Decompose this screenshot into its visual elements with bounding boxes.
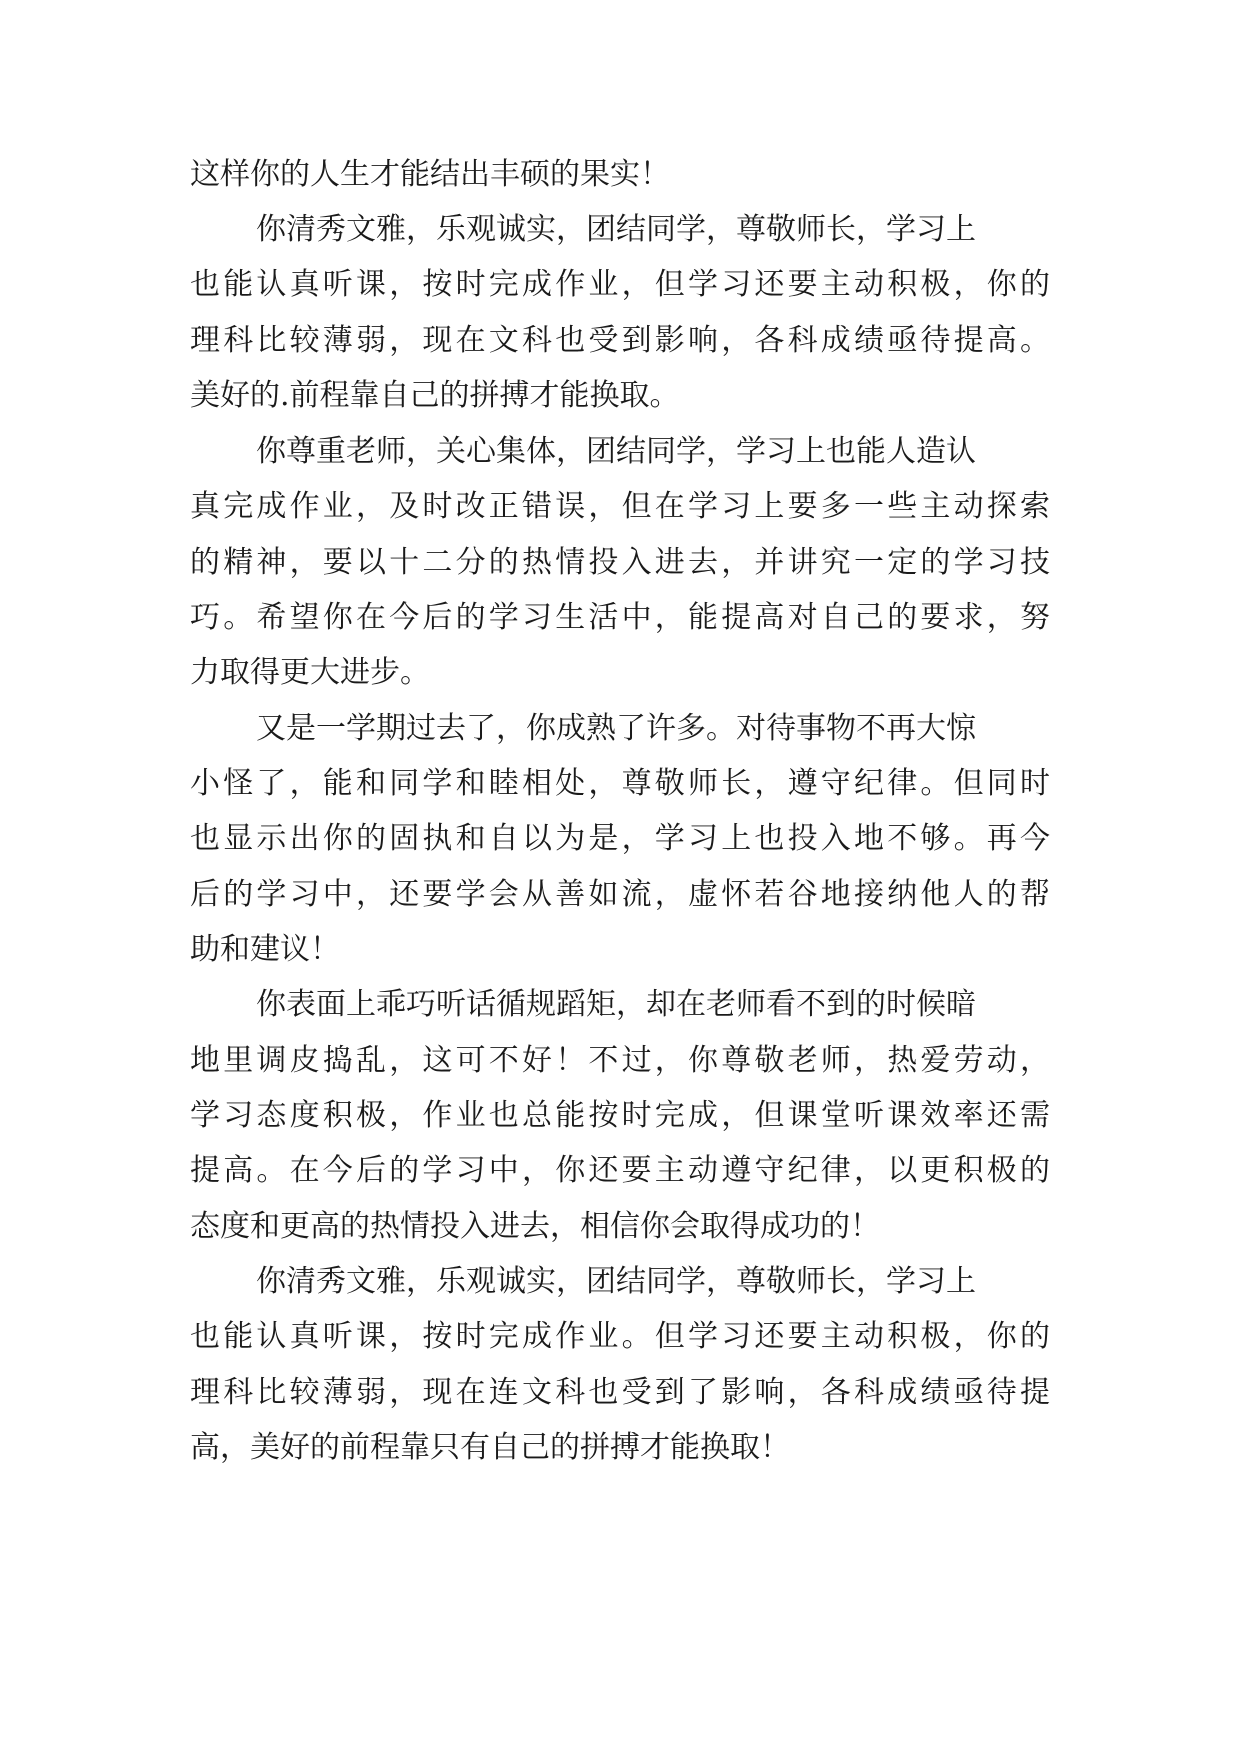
text-line: 巧。希望你在今后的学习生活中，能提高对自己的要求，努: [190, 600, 1050, 635]
text-line: 态度和更高的热情投入进去，相信你会取得成功的！: [190, 1209, 880, 1244]
text-line: 也能认真听课，按时完成作业。但学习还要主动积极，你的: [190, 1319, 1050, 1354]
text-line: 后的学习中，还要学会从善如流，虚怀若谷地接纳他人的帮: [190, 877, 1050, 912]
text-line: 学习态度积极，作业也总能按时完成，但课堂听课效率还需: [190, 1098, 1050, 1133]
text-line: 的精神，要以十二分的热情投入进去，并讲究一定的学习技: [190, 545, 1050, 580]
text-line: 也显示出你的固执和自以为是，学习上也投入地不够。再今: [190, 821, 1050, 856]
text-line: 助和建议！: [190, 932, 340, 967]
text-line: 真完成作业，及时改正错误，但在学习上要多一些主动探索: [190, 489, 1050, 524]
text-line: 美好的.前程靠自己的拼搏才能换取。: [190, 378, 680, 413]
text-line: 你清秀文雅，乐观诚实，团结同学，尊敬师长，学习上: [256, 1264, 976, 1299]
text-line: 理科比较薄弱，现在连文科也受到了影响，各科成绩亟待提: [190, 1375, 1050, 1410]
text-line: 你尊重老师，关心集体，团结同学，学习上也能人造认: [256, 434, 976, 469]
text-line: 地里调皮捣乱，这可不好！不过，你尊敬老师，热爱劳动，: [190, 1043, 1050, 1078]
text-line: 高，美好的前程靠只有自己的拼搏才能换取！: [190, 1430, 790, 1465]
text-line: 这样你的人生才能结出丰硕的果实！: [190, 157, 670, 192]
text-line: 你表面上乖巧听话循规蹈矩，却在老师看不到的时候暗: [256, 987, 976, 1022]
text-line: 提高。在今后的学习中，你还要主动遵守纪律，以更积极的: [190, 1153, 1050, 1188]
text-line: 也能认真听课，按时完成作业，但学习还要主动积极，你的: [190, 267, 1050, 302]
text-line: 小怪了，能和同学和睦相处，尊敬师长，遵守纪律。但同时: [190, 766, 1050, 801]
text-line: 你清秀文雅，乐观诚实，团结同学，尊敬师长，学习上: [256, 212, 976, 247]
text-line: 又是一学期过去了，你成熟了许多。对待事物不再大惊: [256, 711, 976, 746]
text-line: 理科比较薄弱，现在文科也受到影响，各科成绩亟待提高。: [190, 323, 1050, 358]
text-line: 力取得更大进步。: [190, 655, 430, 690]
